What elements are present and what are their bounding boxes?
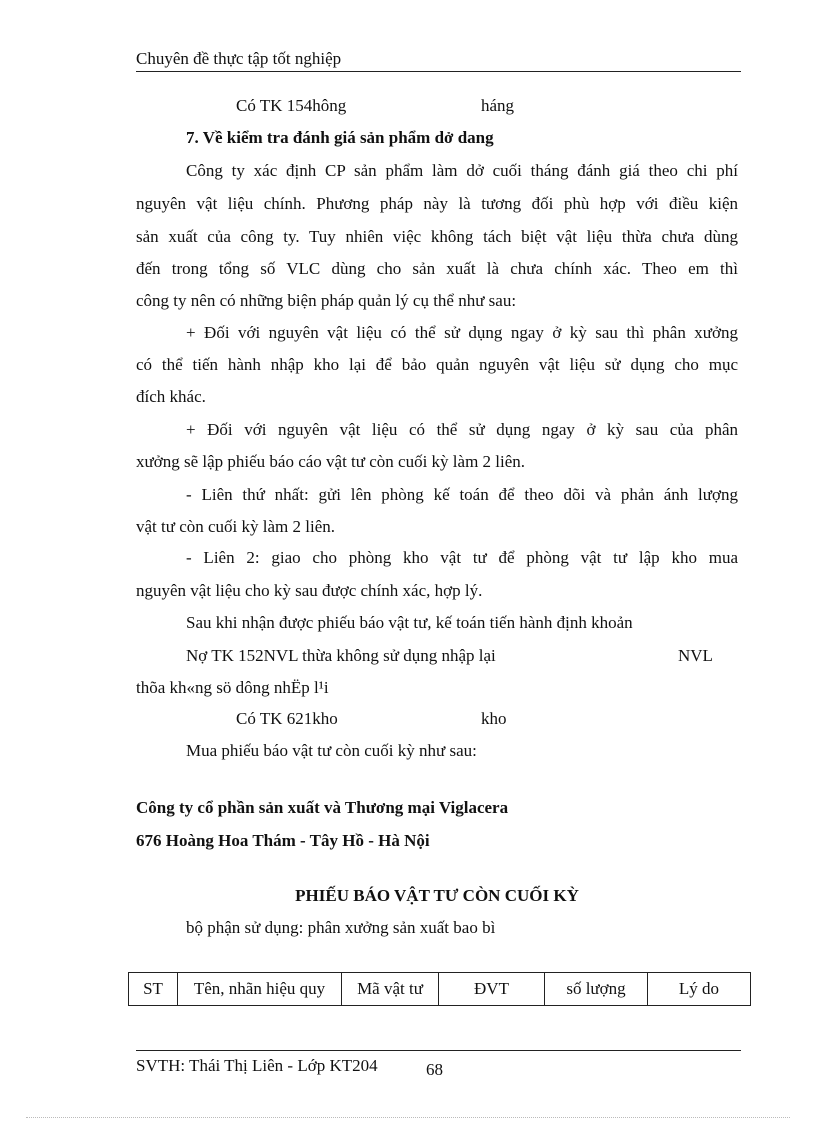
running-header: Chuyên đề thực tập tốt nghiệp	[136, 49, 342, 68]
entry-co-154-left: Có TK 154hông	[236, 96, 347, 115]
entry-co-621-left: Có TK 621kho	[236, 709, 338, 728]
company-name: Công ty cổ phần sản xuất và Thương mại Viglacera	[136, 798, 509, 817]
para6: Sau khi nhận được phiếu báo vật tư, kế toán tiến hành định khoản	[186, 613, 633, 632]
para1-line4: đến trong tổng số VLC dùng cho sản xuất là chưa chính xác. Theo em thì	[136, 259, 738, 278]
para3-line1: + Đối với nguyên vật liệu có thể sử dụng ngay ở kỳ sau của phân	[186, 420, 738, 439]
para1-line1: Công ty xác định CP sản phẩm làm dở cuối tháng đánh giá theo chi phí	[186, 161, 738, 180]
para1-line2: nguyên vật liệu chính. Phương pháp này là tương đối phù hợp với điều kiện	[136, 194, 738, 213]
materials-table	[128, 972, 751, 1006]
table-header-quantity: số lượng	[545, 973, 648, 1006]
section-heading: 7. Về kiểm tra đánh giá sản phẩm dở dang	[186, 128, 494, 147]
para2-line2: có thể tiến hành nhập kho lại để bảo quản nguyên vật liệu sử dụng cho mục	[136, 355, 738, 374]
header-rule	[136, 71, 741, 72]
para2-line1: + Đối với nguyên vật liệu có thể sử dụng ngay ở kỳ sau thì phân xưởng	[186, 323, 738, 342]
page-edge-divider	[26, 1117, 790, 1118]
table-header-row	[129, 973, 751, 1006]
entry-no-152-left: Nợ TK 152NVL thừa không sử dụng nhập lại	[186, 646, 496, 665]
footer-rule	[136, 1050, 741, 1051]
table-header-code: Mã vật tư	[342, 973, 439, 1006]
para7: Mua phiếu báo vật tư còn cuối kỳ như sau:	[186, 741, 477, 760]
entry-co-154-right: háng	[481, 96, 515, 115]
table-header-unit: ĐVT	[439, 973, 545, 1006]
entry-no-152-right: NVL	[678, 646, 713, 665]
form-title: PHIẾU BÁO VẬT TƯ CÒN CUỐI KỲ	[295, 886, 579, 905]
para5-line1: - Liên 2: giao cho phòng kho vật tư để phòng vật tư lập kho mua	[186, 548, 738, 567]
para1-line3: sản xuất của công ty. Tuy nhiên việc không tách biệt vật liệu thừa chưa dùng	[136, 227, 738, 246]
entry-garbled-text: thõa kh«ng sö dông nhËp l¹i	[136, 678, 329, 697]
para4-line1: - Liên thứ nhất: gửi lên phòng kế toán để theo dõi và phản ánh lượng	[186, 485, 738, 504]
page-number: 68	[426, 1060, 443, 1079]
company-address: 676 Hoàng Hoa Thám - Tây Hồ - Hà Nội	[136, 831, 430, 850]
entry-co-621-right: kho	[481, 709, 507, 728]
para3-line2: xưởng sẽ lập phiếu báo cáo vật tư còn cuối kỳ làm 2 liên.	[136, 452, 526, 471]
table-header-reason: Lý do	[648, 973, 751, 1006]
para4-line2: vật tư còn cuối kỳ làm 2 liên.	[136, 517, 336, 536]
para1-line5: công ty nên có những biện pháp quản lý cụ thể như sau:	[136, 291, 517, 310]
para2-line3: đích khác.	[136, 387, 206, 406]
para5-line2: nguyên vật liệu cho kỳ sau được chính xác, hợp lý.	[136, 581, 483, 600]
table-header-name: Tên, nhãn hiệu quy	[178, 973, 342, 1006]
form-department: bộ phận sử dụng: phân xưởng sản xuất bao bì	[186, 918, 496, 937]
footer-author: SVTH: Thái Thị Liên - Lớp KT204	[136, 1056, 378, 1075]
table-header-stt: ST	[129, 973, 178, 1006]
